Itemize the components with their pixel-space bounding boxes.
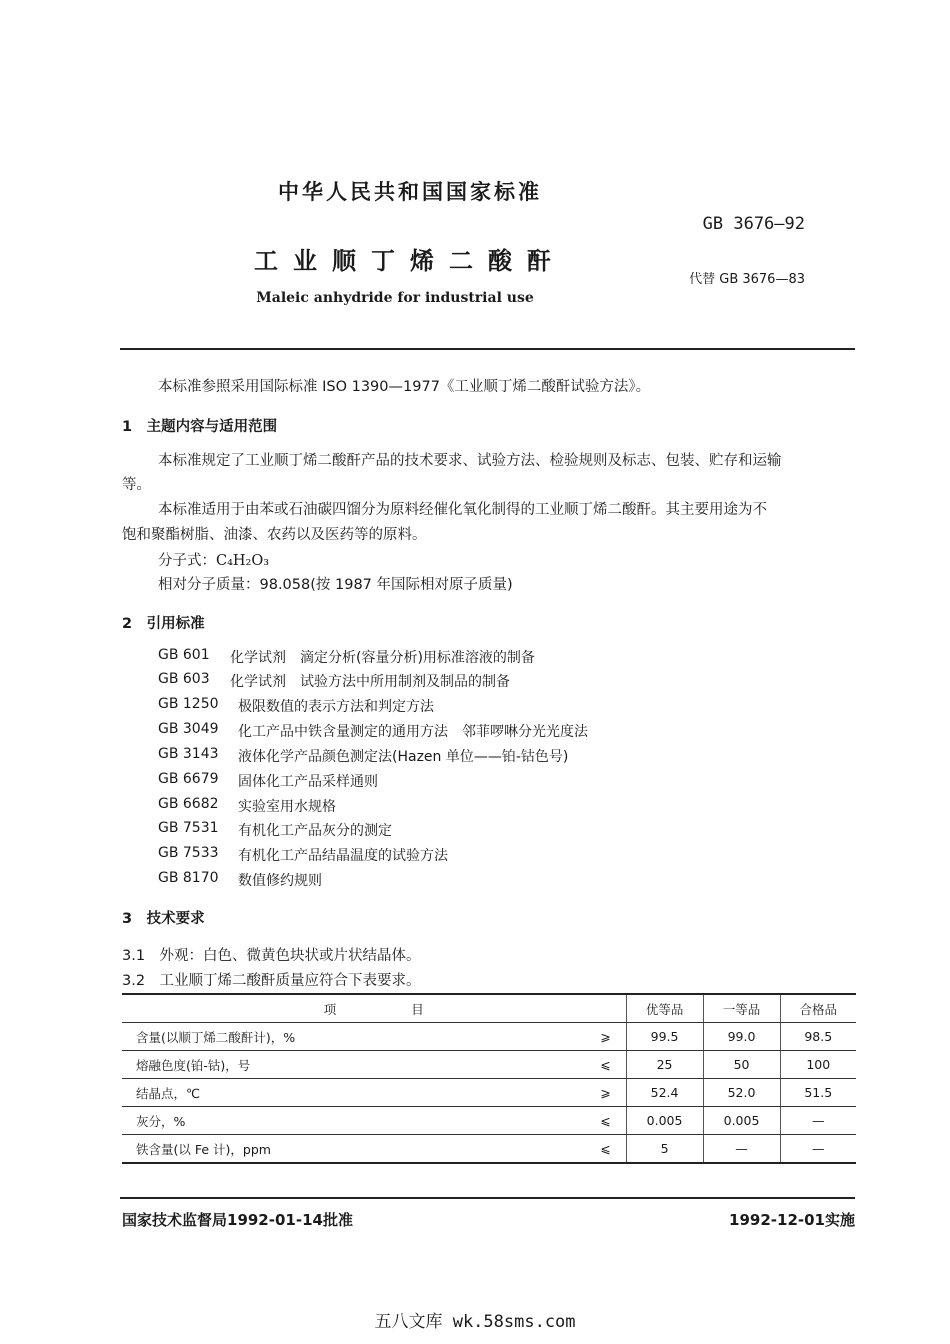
section-1-paragraph-2-line-1: 本标准适用于由苯或石油碳四馏分为原料经催化氧化制得的工业顺丁烯二酸酐。其主要用途为不	[158, 502, 767, 518]
superior-value: 25	[626, 1051, 703, 1079]
header-item: 项 目	[122, 994, 626, 1023]
header-superior: 优等品	[626, 994, 703, 1023]
first-grade-value: 50	[703, 1051, 780, 1079]
first-grade-value: 99.0	[703, 1023, 780, 1051]
ref-text: 数值修约规则	[238, 873, 322, 889]
table-header-row	[122, 994, 856, 1023]
comparison-operator: ⩾	[586, 1023, 627, 1051]
qualified-value: —	[780, 1135, 856, 1164]
ref-text: 固体化工产品采样通则	[238, 774, 378, 790]
ref-code: GB 6682	[158, 796, 219, 812]
item-name: 结晶点，℃	[122, 1079, 586, 1107]
footer-divider	[120, 1197, 855, 1199]
table-row	[122, 1051, 856, 1079]
superior-value: 99.5	[626, 1023, 703, 1051]
section-3-1: 3.1 外观：白色、微黄色块状或片状结晶体。	[122, 948, 421, 964]
english-title: Maleic anhydride for industrial use	[256, 290, 534, 306]
formula-value: C₄H₂O₃	[216, 553, 270, 569]
national-standard-heading: 中华人民共和国国家标准	[278, 180, 542, 204]
ref-text: 有机化工产品灰分的测定	[238, 823, 392, 839]
comparison-operator: ⩽	[586, 1051, 627, 1079]
formula-label: 分子式：	[158, 553, 216, 569]
item-name: 灰分，%	[122, 1107, 586, 1135]
molecular-mass: 相对分子质量：98.058(按 1987 年国际相对原子质量)	[158, 577, 513, 593]
item-name: 铁含量(以 Fe 计)，ppm	[122, 1135, 586, 1164]
ref-text: 极限数值的表示方法和判定方法	[238, 699, 434, 715]
superior-value: 0.005	[626, 1107, 703, 1135]
comparison-operator: ⩾	[586, 1079, 627, 1107]
ref-text: 化学试剂 试验方法中所用制剂及制品的制备	[230, 674, 510, 690]
qualified-value: 100	[780, 1051, 856, 1079]
ref-text: 液体化学产品颜色测定法(Hazen 单位——铂-钴色号)	[238, 749, 569, 765]
qualified-value: 51.5	[780, 1079, 856, 1107]
ref-code: GB 7533	[158, 845, 219, 861]
intro-paragraph: 本标准参照采用国际标准 ISO 1390—1977《工业顺丁烯二酸酐试验方法》。	[158, 379, 651, 395]
superior-value: 5	[626, 1135, 703, 1164]
section-2-heading: 2 引用标准	[122, 616, 205, 632]
table-row	[122, 1135, 856, 1164]
ref-code: GB 3143	[158, 746, 219, 762]
watermark: 五八文库 wk.58sms.com	[374, 1312, 576, 1332]
table-row	[122, 1079, 856, 1107]
quality-requirements-table	[122, 993, 856, 1164]
section-1-paragraph-1-line-2: 等。	[122, 477, 151, 493]
qualified-value: 98.5	[780, 1023, 856, 1051]
first-grade-value: 52.0	[703, 1079, 780, 1107]
table-row	[122, 1023, 856, 1051]
section-1-paragraph-1-line-1: 本标准规定了工业顺丁烯二酸酐产品的技术要求、试验方法、检验规则及标志、包装、贮存和运输	[158, 453, 782, 469]
ref-text: 实验室用水规格	[238, 799, 336, 815]
section-3-2: 3.2 工业顺丁烯二酸酐质量应符合下表要求。	[122, 973, 421, 989]
standard-number: GB 3676—92	[702, 214, 805, 234]
table-row	[122, 1107, 856, 1135]
ref-code: GB 7531	[158, 820, 219, 836]
ref-code: GB 8170	[158, 870, 219, 886]
approval-date: 国家技术监督局1992-01-14批准	[122, 1211, 353, 1229]
item-name: 熔融色度(铂-钴)，号	[122, 1051, 586, 1079]
comparison-operator: ⩽	[586, 1107, 627, 1135]
document-title: 工业顺丁烯二酸酐	[254, 247, 566, 275]
item-name: 含量(以顺丁烯二酸酐计)，%	[122, 1023, 586, 1051]
ref-text: 有机化工产品结晶温度的试验方法	[238, 848, 448, 864]
header-divider	[120, 348, 855, 350]
ref-text: 化学试剂 滴定分析(容量分析)用标准溶液的制备	[230, 650, 535, 666]
comparison-operator: ⩽	[586, 1135, 627, 1164]
qualified-value: —	[780, 1107, 856, 1135]
section-1-heading: 1 主题内容与适用范围	[122, 419, 278, 435]
superior-value: 52.4	[626, 1079, 703, 1107]
header-qualified: 合格品	[780, 994, 856, 1023]
effective-date: 1992-12-01实施	[729, 1211, 855, 1229]
replaces-standard: 代替 GB 3676—83	[689, 272, 805, 287]
ref-code: GB 601	[158, 647, 210, 663]
ref-code: GB 1250	[158, 696, 219, 712]
ref-code: GB 3049	[158, 721, 219, 737]
ref-code: GB 603	[158, 671, 210, 687]
molecular-formula	[158, 549, 269, 570]
ref-text: 化工产品中铁含量测定的通用方法 邻菲啰啉分光光度法	[238, 724, 588, 740]
ref-code: GB 6679	[158, 771, 219, 787]
section-3-heading: 3 技术要求	[122, 911, 205, 927]
header-first-grade: 一等品	[703, 994, 780, 1023]
first-grade-value: —	[703, 1135, 780, 1164]
section-1-paragraph-2-line-2: 饱和聚酯树脂、油漆、农药以及医药等的原料。	[122, 527, 427, 543]
first-grade-value: 0.005	[703, 1107, 780, 1135]
